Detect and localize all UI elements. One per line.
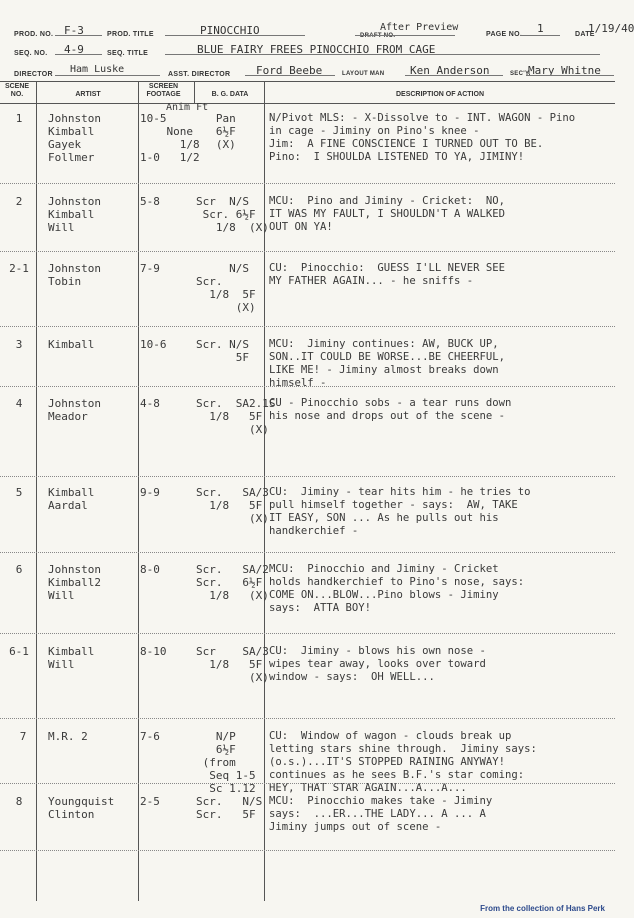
director-label: DIRECTOR: [14, 71, 53, 78]
action-description: MCU: Jiminy continues: AW, BUCK UP, SON..IT COULD BE WORSE...BE CHEERFUL, LIKE ME! - Jiminy almost breaks down himself -: [269, 338, 505, 389]
header-row-2: [0, 41, 615, 61]
anim-ft-note: Anim Ft: [166, 102, 209, 113]
artist-names: Johnston Kimball2 Will: [48, 563, 101, 602]
screen-footage: 4-8: [140, 397, 160, 410]
prod-no-value: F-3: [64, 24, 84, 37]
artist-names: Johnston Meador: [48, 397, 101, 423]
artist-names: Youngquist Clinton: [48, 795, 115, 821]
action-description: CU: Jiminy - tear hits him - he tries to pull himself together - says: AW, TAKE IT EASY, SON ... As he pulls out his handkerchief -: [269, 486, 531, 537]
artist-names: M.R. 2: [48, 730, 88, 743]
scene-number: 7: [19, 730, 27, 743]
col-header-description: DESCRIPTION OF ACTION: [395, 91, 485, 98]
asst-director-label: ASST. DIRECTOR: [168, 71, 231, 78]
draft-no-label: DRAFT NO.: [360, 33, 396, 39]
bg-data: Scr. SA2.1S 1/8 5F (X): [196, 397, 276, 436]
bg-data: N/P 6½F (from Seq 1-5 Sc 1.12: [202, 730, 256, 795]
artist-names: Johnston Tobin: [48, 262, 101, 288]
scene-number: 2: [15, 195, 23, 208]
secy-label: SEC'Y.: [510, 71, 531, 77]
action-description: N/Pivot MLS: - X-Dissolve to - INT. WAGON - Pino in cage - Jiminy on Pino's knee - Jim: A FINE CONSCIENCE I TURNED OUT TO BE. Pino: I SHOULDA LISTENED TO YA, JIMINY!: [269, 112, 576, 163]
bg-data: Scr. SA/3 1/8 5F (X): [196, 486, 269, 525]
action-description: CU: Jiminy - blows his own nose - wipes tear away, looks over toward window - says: OH WELL...: [269, 645, 486, 683]
director-value: Ham Luske: [70, 64, 125, 75]
asst-director-value: Ford Beebe: [256, 64, 323, 77]
artist-names: Kimball: [48, 338, 95, 351]
scene-number: 8: [15, 795, 23, 808]
action-description: MCU: Pinocchio makes take - Jiminy says: ...ER...THE LADY... A ... A Jiminy jumps out of scene -: [269, 795, 493, 833]
scene-number: 3: [15, 338, 23, 351]
col-header-bg: B. G. DATA: [211, 91, 249, 98]
secy-value: Mary Whitne: [528, 64, 601, 77]
screen-footage: 9-9: [140, 486, 160, 499]
layout-man-value: Ken Anderson: [410, 64, 490, 77]
bg-data: Scr. SA/2 Scr. 6½F 1/8 (X): [196, 563, 269, 602]
artist-names: Johnston Kimball Gayek Follmer: [48, 112, 101, 164]
layout-man-label: LAYOUT MAN: [342, 71, 385, 77]
seq-no-value: 4-9: [64, 43, 84, 56]
scene-number: 5: [15, 486, 23, 499]
collection-credit: From the collection of Hans Perk: [480, 904, 605, 913]
action-description: MCU: Pino and Jiminy - Cricket: NO, IT WAS MY FAULT, I SHOULDN'T A WALKED OUT ON YA!: [269, 195, 505, 233]
screen-footage: 2-5: [140, 795, 160, 808]
bg-data: Pan 6½F (X): [215, 112, 236, 151]
page-no-label: PAGE NO.: [486, 31, 523, 38]
bg-data: Scr N/S Scr. 6½F 1/8 (X): [196, 195, 269, 234]
screen-footage: 7-6: [140, 730, 160, 743]
screen-footage: 8-0: [140, 563, 160, 576]
date-value: 1/19/40: [588, 22, 634, 35]
draft-no-value: After Preview: [380, 22, 459, 33]
col-header-footage: SCREEN FOOTAGE: [146, 83, 181, 98]
scene-number: 2-1: [9, 262, 29, 275]
scene-number: 1: [15, 112, 23, 125]
prod-title-value: PINOCCHIO: [200, 24, 260, 37]
seq-title-label: SEQ. TITLE: [107, 50, 149, 57]
screen-footage: 5-8: [140, 195, 160, 208]
seq-title-value: BLUE FAIRY FREES PINOCCHIO FROM CAGE: [197, 43, 436, 56]
header-row-3: [0, 62, 615, 82]
seq-no-label: SEQ. NO.: [14, 50, 48, 57]
screen-footage: 7-9: [140, 262, 160, 275]
screen-footage: 10-5 None 1/8 1-0 1/2: [140, 112, 200, 164]
action-description: CU: Pinocchio: GUESS I'LL NEVER SEE MY FATHER AGAIN... - he sniffs -: [269, 262, 505, 287]
bg-data: Scr. N/S 5F: [196, 338, 249, 364]
scene-number: 4: [15, 397, 23, 410]
action-description: CU: Window of wagon - clouds break up letting stars shine through. Jiminy says: (o.s.)...IT'S STOPPED RAINING ANYWAY! continues as he sees B.F.'s star coming: HEY, THAT STAR AGAIN...A...A...: [269, 730, 537, 794]
action-description: MCU: Pinocchio and Jiminy - Cricket holds handkerchief to Pino's nose, says: COME ON...BLOW...Pino blows - Jiminy says: ATTA BOY!: [269, 563, 525, 614]
prod-no-label: PROD. NO.: [14, 31, 54, 38]
artist-names: Kimball Will: [48, 645, 95, 671]
page-no-value: 1: [537, 22, 544, 35]
date-label: DATE: [575, 31, 595, 38]
bg-data: Scr. N/S Scr. 5F: [196, 795, 263, 821]
screen-footage: 8-10: [140, 645, 167, 658]
artist-names: Johnston Kimball Will: [48, 195, 101, 234]
scene-number: 6: [15, 563, 23, 576]
prod-title-label: PROD. TITLE: [107, 31, 154, 38]
col-header-scene: SCENE NO.: [4, 83, 30, 98]
bg-data: N/S Scr. 1/8 5F (X): [196, 262, 256, 314]
col-header-artist: ARTIST: [75, 91, 101, 98]
bg-data: Scr SA/3 1/8 5F (X): [196, 645, 269, 684]
artist-names: Kimball Aardal: [48, 486, 95, 512]
scene-number: 6-1: [9, 645, 29, 658]
action-description: CU - Pinocchio sobs - a tear runs down his nose and drops out of the scene -: [269, 397, 512, 422]
header-row-1: [0, 22, 634, 42]
screen-footage: 10-6: [140, 338, 167, 351]
